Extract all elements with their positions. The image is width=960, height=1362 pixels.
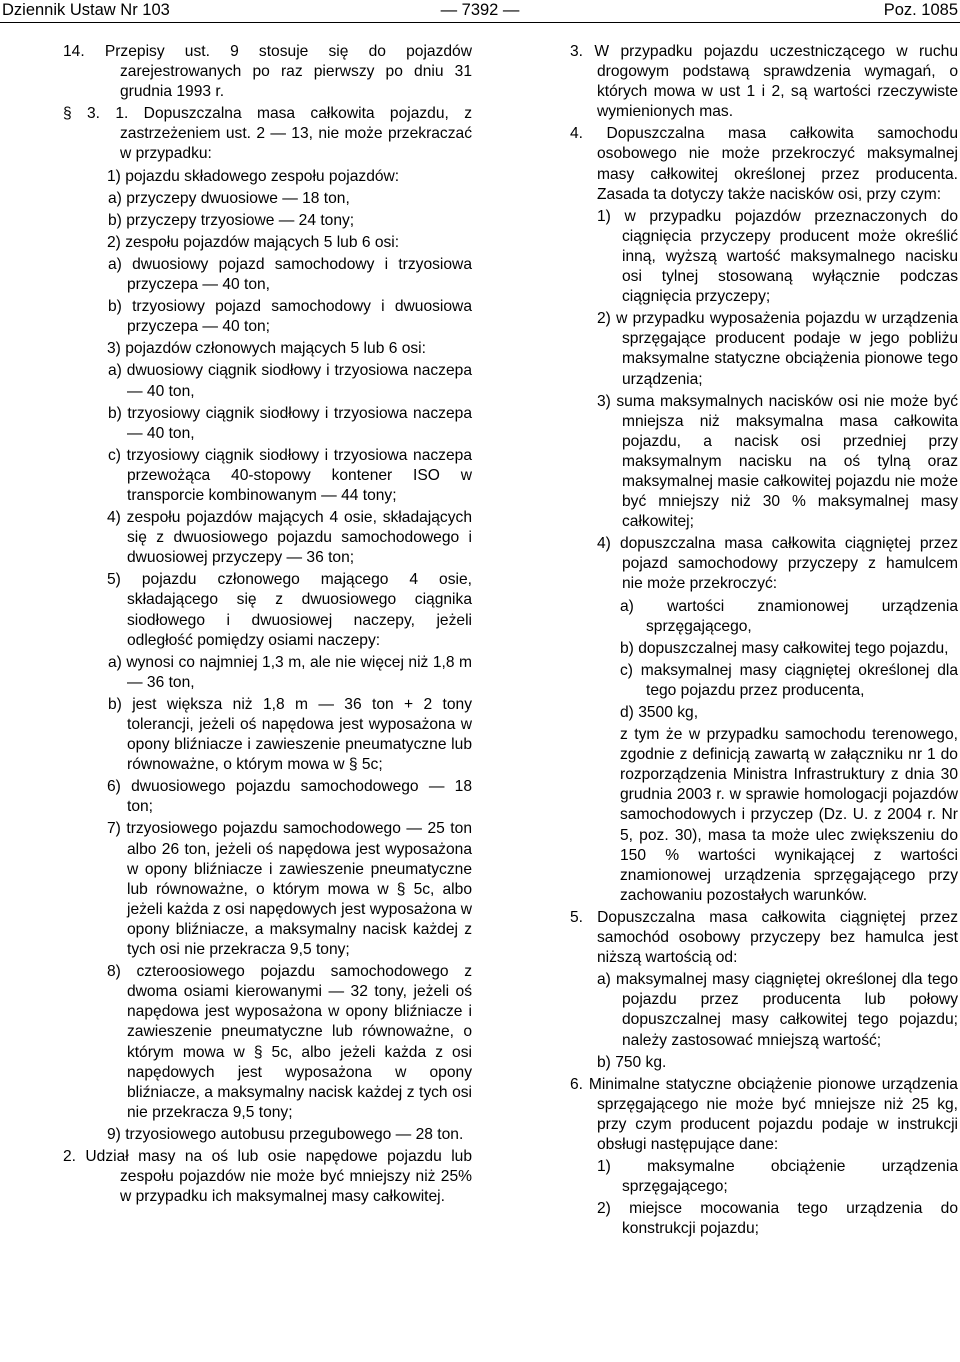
right-column-paragraph: 2) w przypadku wyposażenia pojazdu w urządzenia sprzęgające producent podaje w jego pobliżu maksymalne statyczne obciążenia pionowe tego urządzenia; [597,310,958,388]
right-column-paragraph: 5. Dopuszczalna masa całkowita ciągniętej przez samochód osobowy przyczepy bez hamulca jest niższą wartością od: [570,908,958,967]
right-column-paragraph: c) maksymalnej masy ciągniętej określonej dla tego pojazdu przez producenta, [620,661,958,699]
position-number: Poz. 1085 [883,1,958,19]
right-column-paragraph: d) 3500 kg, [620,704,699,721]
right-column-paragraph: b) dopuszczalnej masy całkowitej tego pojazdu, [620,639,949,657]
right-column-paragraph: 3. W przypadku pojazdu uczestniczącego w ruchu drogowym podstawą sprawdzenia wymagań, o których mowa w ust 1 i 2, są wartości rzeczywiste wymienionych mas. [570,43,958,121]
left-column-paragraph: a) dwuosiowy ciągnik siodłowy i trzyosiowa naczepa — 40 ton, [108,362,472,400]
left-column-paragraph: b) przyczepy trzyosiowe — 24 tony; [108,211,355,229]
left-column-paragraph: § 3. 1. Dopuszczalna masa całkowita pojazdu, z zastrzeżeniem ust. 2 — 13, nie może przekraczać w przypadku: [63,105,472,163]
right-column-paragraph: 4. Dopuszczalna masa całkowita samochodu osobowego nie może przekroczyć maksymalnej masy całkowitej określonej przez producenta. Zasada ta dotyczy także nacisków osi, przy czym: [570,125,958,203]
page-header [0,0,960,22]
left-column-paragraph: 14. Przepisy ust. 9 stosuje się do pojazdów zarejestrowanych po raz pierwszy po dniu 31 grudnia 1993 r. [63,43,472,101]
journal-title: Dziennik Ustaw Nr 103 [2,1,170,19]
left-column [60,42,472,1209]
page-number: — 7392 — [440,1,520,19]
left-column-paragraph: 8) czteroosiowego pojazdu samochodowego z dwoma osiami kierowanymi — 32 tony, jeżeli oś napędowa jest wyposażona w opony bliźniacze i zawieszenie pneumatyczne lub równoważne, o którym mowa w § 5c, albo jeżeli każda z osi napędowych jest wyposażona w opony bliźniacze, a maksymalny nacisk każdej z tych osi nie przekracza 9,5 tony; [107,963,472,1121]
left-column-paragraph: 2. Udział masy na oś lub osie napędowe pojazdu lub zespołu pojazdów nie może być mniejszy niż 25% w przypadku ich maksymalnej masy całkowitej. [63,1147,472,1206]
header-rule [0,22,960,23]
left-column-paragraph: 2) zespołu pojazdów mających 5 lub 6 osi: [107,233,400,251]
right-column-paragraph: 4) dopuszczalna masa całkowita ciągniętej przez pojazd samochodowy przyczepy z hamulcem nie może przekroczyć: [597,535,958,593]
right-column-paragraph: a) wartości znamionowej urządzenia sprzęgającego, [620,597,958,635]
right-column-paragraph: 3) suma maksymalnych nacisków osi nie może być mniejsza niż maksymalna masa całkowita pojazdu, a nacisk osi przedniej przy maksymalnym nacisku na oś tylną oraz maksymalnej masie całkowitej pojazdu nie może być mniejszy niż 30 % maksymalnej masy całkowitej; [597,392,958,531]
right-column-paragraph: a) maksymalnej masy ciągniętej określonej dla tego pojazdu przez producenta lub połowy dopuszczalnej masy całkowitej tego pojazdu; należy zastosować mniejszą wartość; [597,971,958,1049]
left-column-paragraph: 5) pojazdu członowego mającego 4 osie, składającego się z dwuosiowego ciągnika siodłowego i dwuosiowej naczepy, jeżeli odległość pomiędzy osiami naczepy: [107,571,472,649]
right-column-paragraph: 1) maksymalne obciążenie urządzenia sprzęgającego; [597,1158,958,1196]
left-column-paragraph: 3) pojazdów członowych mających 5 lub 6 osi: [107,340,426,358]
left-column-paragraph: a) przyczepy dwuosiowe — 18 ton, [108,189,350,207]
left-column-paragraph: 4) zespołu pojazdów mających 4 osie, składających się z dwuosiowego pojazdu samochodowego i dwuosiowej przyczepy — 36 ton; [107,509,472,567]
right-column [570,42,958,1241]
left-column-paragraph: b) jest większa niż 1,8 m — 36 ton + 2 tony tolerancji, jeżeli oś napędowa jest wyposażona w opony bliźniacze i zawieszenie pneumatyczne lub równoważne, o którym mowa w § 5c; [108,695,472,774]
right-column-paragraph: 1) w przypadku pojazdów przeznaczonych do ciągnięcia przyczepy producent może określić inną, wyższą wartość maksymalnego nacisku osi tylnej stosowaną wyłącznie podczas ciągnięcia przyczepy; [597,207,958,306]
left-column-paragraph: 6) dwuosiowego pojazdu samochodowego — 18 ton; [107,778,472,816]
left-column-paragraph: 9) trzyosiowego autobusu przegubowego — 28 ton. [107,1125,464,1143]
right-column-paragraph: z tym że w przypadku samochodu terenowego, zgodnie z definicją zawartą w załączniku nr 1 do rozporządzenia Ministra Infrastruktury z dnia 30 grudnia 2003 r. w sprawie homologacji pojazdów samochodowych i przyczep (Dz. U. z 2004 r. Nr 5, poz. 30), masa ta może ulec zwiększeniu do 150 % wartości wynikającej z wartości znamionowej urządzenia sprzęgającego przy zachowaniu pozostałych warunków. [620,726,958,904]
right-column-paragraph: 2) miejsce mocowania tego urządzenia do konstrukcji pojazdu; [597,1200,958,1238]
left-column-paragraph: b) trzyosiowy ciągnik siodłowy i trzyosiowa naczepa — 40 ton, [108,404,472,442]
left-column-paragraph: a) wynosi co najmniej 1,3 m, ale nie więcej niż 1,8 m — 36 ton, [108,653,472,691]
left-column-paragraph: b) trzyosiowy pojazd samochodowy i dwuosiowa przyczepa — 40 ton; [108,298,472,336]
left-column-paragraph: 1) pojazdu składowego zespołu pojazdów: [107,167,400,185]
right-column-paragraph: b) 750 kg. [597,1053,667,1071]
left-column-paragraph: 7) trzyosiowego pojazdu samochodowego — 25 ton albo 26 ton, jeżeli oś napędowa jest wyposażona w opony bliźniacze i zawieszenie pneumatyczne lub równoważne, o którym mowa w § 5c, albo jeżeli każda z osi napędowych jest wyposażona w opony bliźniacze, a maksymalny nacisk każdej z tych osi nie przekracza 9,5 tony; [107,820,472,959]
right-column-paragraph: 6. Minimalne statyczne obciążenie pionowe urządzenia sprzęgającego nie może być mniejsze niż 25 kg, przy czym producent pojazdu podaje w instrukcji obsługi następujące dane: [570,1075,958,1153]
left-column-paragraph: c) trzyosiowy ciągnik siodłowy i trzyosiowa naczepa przewożąca 40-stopowy kontener ISO w transporcie kombinowanym — 44 tony; [108,446,472,504]
left-column-paragraph: a) dwuosiowy pojazd samochodowy i trzyosiowa przyczepa — 40 ton, [108,255,472,294]
